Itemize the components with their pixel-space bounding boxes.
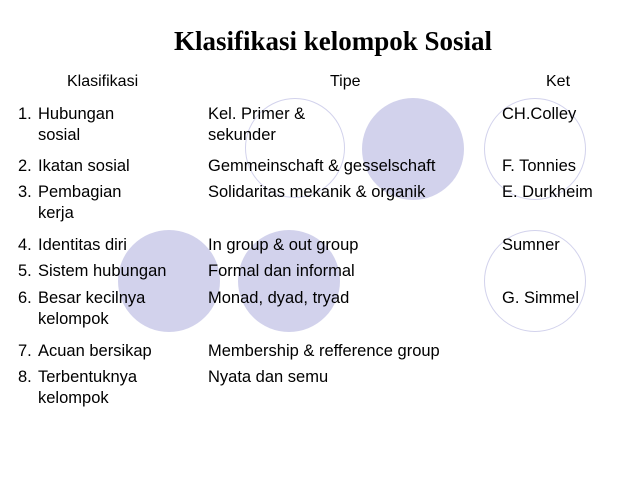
row-1-ket: CH.Colley xyxy=(502,105,577,123)
klasifikasi-text: Terbentuknya xyxy=(38,368,138,386)
header-tipe: Tipe xyxy=(330,73,361,90)
tipe-text: Monad, dyad, tryad xyxy=(208,289,350,307)
klasifikasi-text: Acuan bersikap xyxy=(38,342,152,360)
row-8-tipe xyxy=(208,367,328,388)
tipe-text: Nyata dan semu xyxy=(208,368,329,386)
klasifikasi-text: kelompok xyxy=(38,310,109,328)
row-5-tipe xyxy=(208,261,355,282)
klasifikasi-text: Hubungan xyxy=(38,105,115,123)
row-4-ket: Sumner xyxy=(502,236,560,254)
klasifikasi-text: Pembagian xyxy=(38,183,122,201)
row-4-tipe xyxy=(208,235,358,256)
row-number: 4. xyxy=(18,236,32,254)
row-number: 6. xyxy=(18,289,32,307)
klasifikasi-text: Identitas diri xyxy=(38,236,127,254)
row-number: 2. xyxy=(18,157,32,175)
klasifikasi-text: Besar kecilnya xyxy=(38,289,146,307)
row-number: 3. xyxy=(18,183,32,201)
row-1-tipe xyxy=(208,104,305,146)
row-number: 1. xyxy=(18,105,32,123)
tipe-text: sekunder xyxy=(208,126,276,144)
row-2-ket: F. Tonnies xyxy=(502,157,576,175)
row-3-klasifikasi xyxy=(18,182,121,224)
row-8-klasifikasi xyxy=(18,367,137,409)
tipe-text: Kel. Primer & xyxy=(208,105,306,123)
tipe-text: Formal dan informal xyxy=(208,262,355,280)
klasifikasi-text: Ikatan sosial xyxy=(38,157,130,175)
klasifikasi-text: Sistem hubungan xyxy=(38,262,167,280)
header-klasifikasi: Klasifikasi xyxy=(67,73,139,90)
row-3-tipe xyxy=(208,182,425,203)
row-number: 8. xyxy=(18,368,32,386)
tipe-text: Gemmeinschaft & gesselschaft xyxy=(208,157,436,175)
tipe-text: Solidaritas mekanik & organik xyxy=(208,183,426,201)
row-number: 5. xyxy=(18,262,32,280)
row-2-tipe xyxy=(208,156,435,177)
row-6-tipe xyxy=(208,288,349,309)
page-title: Klasifikasi kelompok Sosial xyxy=(173,26,493,56)
klasifikasi-text: kerja xyxy=(38,204,74,222)
row-3-ket: E. Durkheim xyxy=(502,183,593,201)
row-7-klasifikasi xyxy=(18,341,152,362)
klasifikasi-text: sosial xyxy=(38,126,81,144)
tipe-text: In group & out group xyxy=(208,236,359,254)
row-2-klasifikasi xyxy=(18,156,130,177)
row-6-ket: G. Simmel xyxy=(502,289,580,307)
row-6-klasifikasi xyxy=(18,288,145,330)
row-5-klasifikasi xyxy=(18,261,166,282)
row-1-klasifikasi xyxy=(18,104,114,146)
tipe-text: Membership & refference group xyxy=(208,342,440,360)
row-4-klasifikasi xyxy=(18,235,127,256)
header-ket: Ket xyxy=(546,73,571,90)
row-7-tipe xyxy=(208,341,440,362)
row-number: 7. xyxy=(18,342,32,360)
klasifikasi-text: kelompok xyxy=(38,389,109,407)
